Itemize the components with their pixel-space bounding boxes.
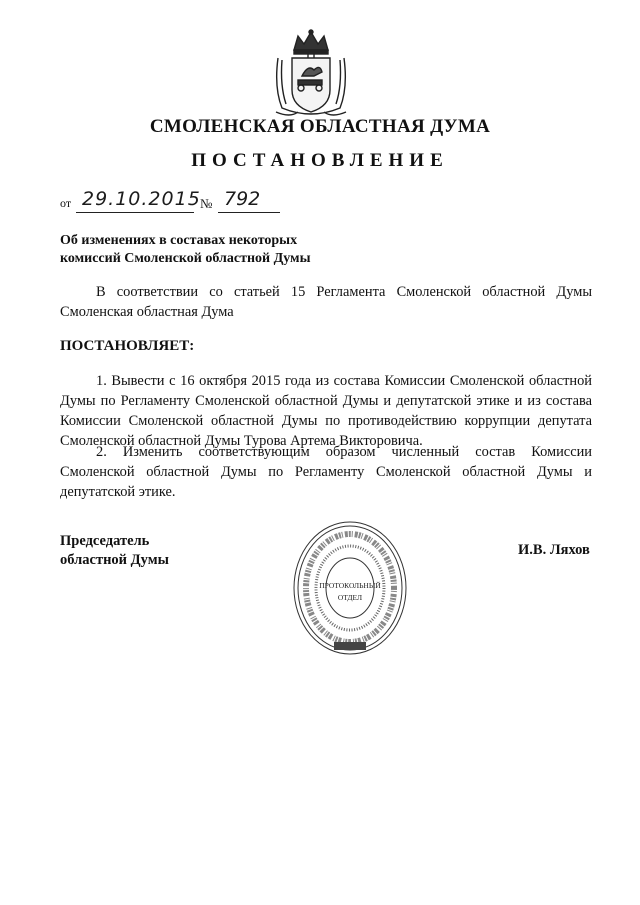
date-underline	[76, 212, 194, 213]
resolution-item-1: 1. Вывести с 16 октября 2015 года из состава Комиссии Смоленской областной Думы по Регламенту Смоленской областной Думы и депутатской этике и из состава Комиссии Смоленской областной Думы по противодействию коррупции депутата Смоленской областной Думы Турова Артема Викторовича.	[60, 373, 592, 449]
organization-title: СМОЛЕНСКАЯ ОБЛАСТНАЯ ДУМА	[149, 116, 491, 137]
coat-of-arms-emblem	[268, 28, 354, 120]
resolution-item-2: 2. Изменить соответствующим образом численный состав Комиссии Смоленской областной Думы по Регламенту Смоленской областной Думы и депутатской этике.	[60, 444, 592, 500]
official-seal-stamp	[290, 518, 410, 658]
seal-inner-line: ОТДЕЛ	[337, 593, 363, 602]
signatory-name: И.В. Ляхов	[518, 542, 590, 558]
handwritten-number: 792	[224, 188, 261, 210]
seal-inner-line: ПРОТОКОЛЬНЫЙ	[319, 581, 381, 590]
subject-line: Об изменениях в составах некоторых	[60, 233, 298, 248]
intro-paragraph: В соответствии со статьей 15 Регламента Смоленской областной Думы Смоленская областная Дума	[60, 284, 592, 320]
signatory-title-line: областной Думы	[60, 552, 169, 568]
subject-line: комиссий Смоленской областной Думы	[60, 251, 311, 266]
document-subject	[60, 232, 390, 268]
date-from-label: от	[60, 196, 72, 210]
handwritten-date: 29.10.2015	[82, 188, 201, 210]
number-label: №	[200, 196, 213, 211]
number-underline	[218, 212, 280, 213]
signatory-title	[60, 532, 169, 570]
resolve-heading: ПОСТАНОВЛЯЕТ:	[60, 338, 195, 354]
document-type-heading: ПОСТАНОВЛЕНИЕ	[191, 150, 449, 171]
date-number-line	[60, 190, 320, 214]
signatory-title-line: Председатель	[60, 533, 150, 549]
